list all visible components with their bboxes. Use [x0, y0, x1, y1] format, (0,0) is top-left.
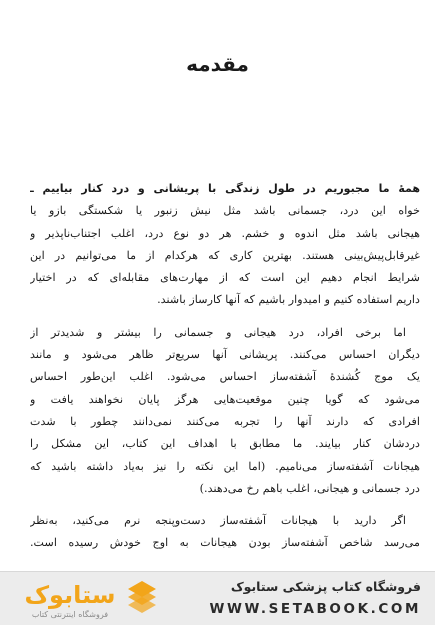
body-line: می‌رسد شاخص آشفته‌ساز بودن هیجانات به اوج خودش رسیده است. [30, 536, 420, 550]
body-line: اگر دارید با هیجانات آشفته‌ساز دست‌وپنجه نرم می‌کنید، به‌نظر [30, 514, 406, 528]
body-line: یک موج کُشندهٔ آشفته‌ساز احساس می‌شود. اغلب این‌طور احساس [30, 370, 420, 384]
body-line: هیجانات آشفته‌ساز می‌نامیم. (اما این نکته را نیز به‌یاد داشته باشید که [30, 459, 420, 473]
body-line: درد جسمانی و هیجانی، اغلب باهم رخ می‌دهند.) [199, 481, 420, 495]
body-line: داریم استفاده کنیم و امیدوار باشیم که آنها کارساز باشند. [157, 293, 420, 307]
body-line: غیرقابل‌پیش‌بینی هستند. بهترین کاری که هرکدام از ما می‌توانیم در این [30, 248, 420, 262]
body-line: هیجانی باشد مثل اندوه و خشم. هر دو نوع درد، اغلب اجتناب‌ناپذیر و [30, 226, 420, 240]
body-line: دردشان کنار بیایند. ما مطابق با اهداف این کتاب، این مشکل را [30, 437, 420, 451]
body-line: شرایط انجام دهیم این است که از مهارت‌های مقابله‌ای که در اختیار [30, 271, 420, 285]
logo-tagline: فروشگاه اینترنتی کتاب [31, 610, 109, 619]
body-line: دیگران احساس می‌کنند. پریشانی آنها سریع‌تر ظاهر می‌شود و مانند [30, 348, 420, 362]
body-line: اما برخی افراد، درد هیجانی و جسمانی را بیشتر و شدیدتر از [30, 325, 406, 339]
store-url-link[interactable]: WWW.SETABOOK.COM [209, 601, 421, 617]
body-line: خواه این درد، جسمانی باشد مثل نیش زنبور یا شکستگی بازو یا [30, 204, 420, 218]
setabook-logo[interactable] [10, 576, 160, 621]
store-banner[interactable] [0, 571, 435, 625]
opening-line: همهٔ ما مجبوریم در طول زندگی با پریشانی و درد کنار بیاییم ـ [30, 182, 420, 195]
book-stack-icon [128, 581, 156, 613]
body-line: می‌شود که گویا چنین موقعیت‌هایی هرگز پایان نخواهند یافت و [30, 392, 420, 406]
logo-wordmark: ستابوک [24, 581, 116, 609]
chapter-title: مقدمه [186, 52, 249, 76]
chapter-body [30, 178, 420, 555]
body-line: افرادی که دارند آنها را تجربه می‌کنند نمی‌دانند چطور با شدت [30, 414, 420, 428]
store-name: فروشگاه کتاب پزشکی ستابوک [230, 579, 421, 594]
